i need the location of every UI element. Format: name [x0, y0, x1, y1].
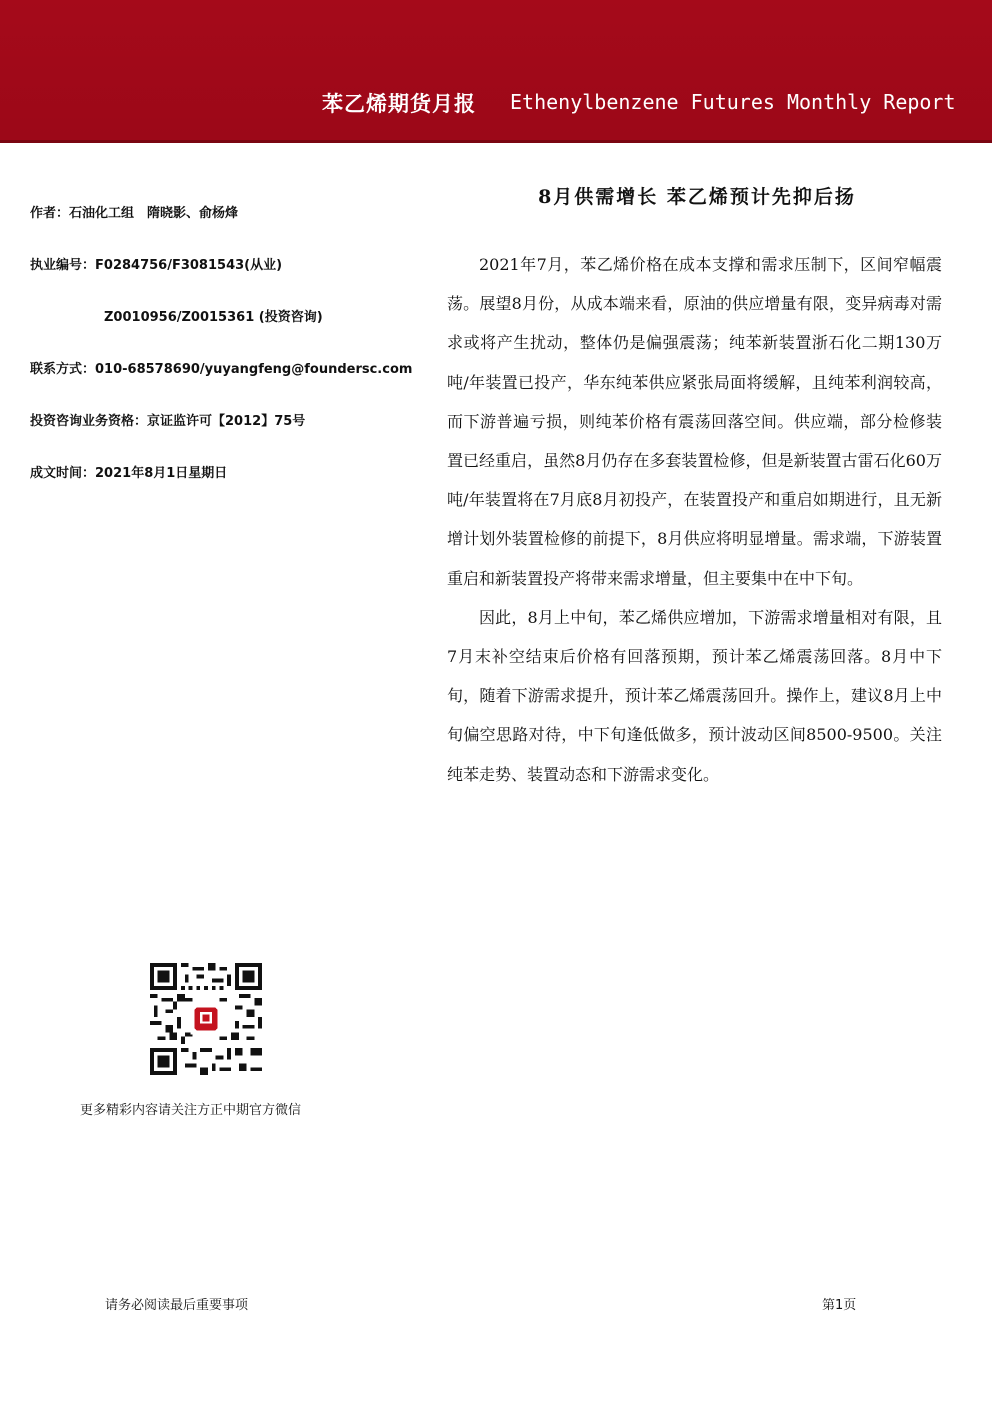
- header-banner: [0, 0, 992, 140]
- date-value: 2021年8月1日星期日: [95, 466, 228, 481]
- page-number: 第1页: [822, 1298, 857, 1313]
- qr-caption: 更多精彩内容请关注方正中期官方微信: [80, 1103, 302, 1118]
- footer-disclaimer: 请务必阅读最后重要事项: [105, 1298, 249, 1313]
- article-paragraph: 因此，8月上中旬，苯乙烯供应增加，下游需求增量相对有限，且7月末补空结束后价格有回落预期，预计苯乙烯震荡回落。8月中下旬，随着下游需求提升，预计苯乙烯震荡回升。操作上，建议8月上中旬偏空思路对待，中下旬逢低做多，预计波动区间8500-9500。关注纯苯走势、装置动态和下游需求变化。: [447, 607, 942, 784]
- header-divider: [0, 140, 992, 143]
- contact-label: 联系方式：: [30, 362, 96, 377]
- license-label: 执业编号：: [30, 258, 96, 273]
- license-line-2: [104, 306, 323, 325]
- license-value-1: F0284756/F3081543(从业): [95, 258, 283, 273]
- contact-value[interactable]: 010-68578690/yuyangfeng@foundersc.com: [95, 362, 413, 377]
- qualification-line: [30, 410, 305, 429]
- article-body: [447, 245, 942, 794]
- date-line: [30, 462, 227, 481]
- qualification-value: 京证监许可【2012】75号: [147, 414, 306, 429]
- article-paragraph: 2021年7月，苯乙烯价格在成本支撑和需求压制下，区间窄幅震荡。展望8月份，从成本端来看，原油的供应增量有限，变异病毒对需求或将产生扰动，整体仍是偏强震荡；纯苯新装置浙石化二期130万吨/年装置已投产，华东纯苯供应紧张局面将缓解，且纯苯利润较高，而下游普遍亏损，则纯苯价格有震荡回落空间。供应端，部分检修装置已经重启，虽然8月仍存在多套装置检修，但是新装置古雷石化60万吨/年装置将在7月底8月初投产，在装置投产和重启如期进行，且无新增计划外装置检修的前提下，8月供应将明显增量。需求端，下游装置重启和新装置投产将带来需求增量，但主要集中在中下旬。: [447, 255, 942, 588]
- author-label: 作者：: [30, 206, 70, 221]
- article-title: 8月供需增长 苯乙烯预计先抑后扬: [538, 186, 856, 208]
- author-value: 石油化工组 隋晓影、俞杨烽: [69, 206, 239, 221]
- qr-code-icon[interactable]: [150, 963, 262, 1075]
- license-value-2: Z0010956/Z0015361 (投资咨询): [104, 310, 323, 325]
- qualification-label: 投资咨询业务资格：: [30, 414, 148, 429]
- license-line: [30, 254, 282, 273]
- report-title-en: Ethenylbenzene Futures Monthly Report: [510, 90, 956, 114]
- contact-line: [30, 358, 412, 377]
- date-label: 成文时间：: [30, 466, 96, 481]
- author-line: [30, 202, 238, 221]
- report-title-cn: 苯乙烯期货月报: [322, 92, 476, 116]
